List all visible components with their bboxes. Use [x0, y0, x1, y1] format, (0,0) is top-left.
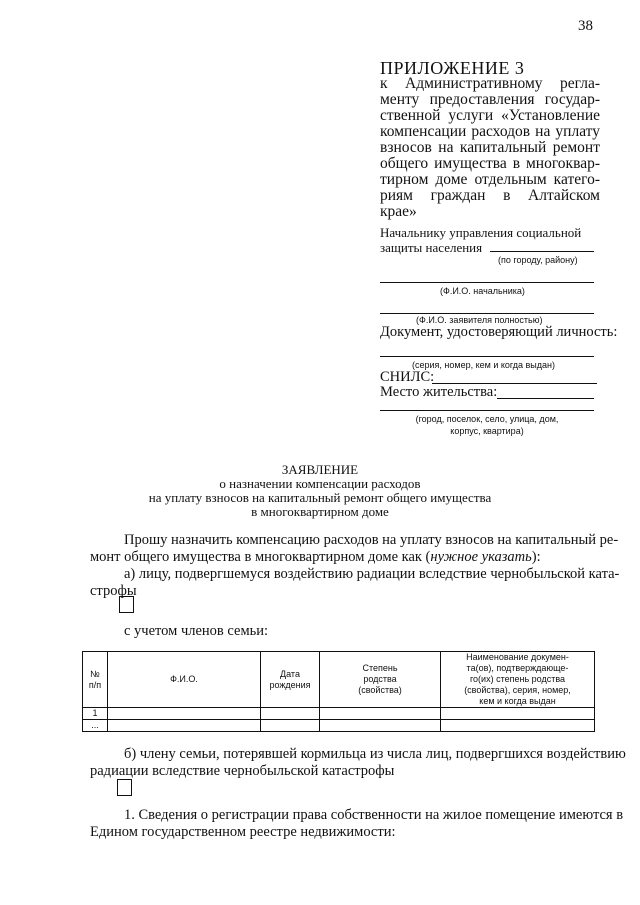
- residence-hint2: корпус, квартира): [450, 426, 524, 436]
- statement-sub2: на уплату взносов на капитальный ремонт общего имущества: [148, 490, 492, 505]
- applicant-hint: (Ф.И.О. заявителя полностью): [416, 315, 543, 325]
- request-hint-italic: нужное указать: [430, 549, 532, 565]
- appendix-line: менту предоставления государ-: [380, 91, 600, 108]
- appendix-line: крае»: [380, 203, 417, 220]
- family-label: с учетом членов семьи:: [124, 623, 269, 639]
- request-line2: [90, 548, 541, 566]
- table-cell[interactable]: [261, 708, 320, 720]
- id-doc-input-line[interactable]: [380, 356, 594, 357]
- page-number: 38: [578, 18, 593, 34]
- city-input-line[interactable]: [490, 251, 594, 252]
- id-doc-label: Документ, удостоверяющий личность:: [380, 324, 618, 340]
- appendix-line: взносов на капитальный ремонт: [380, 139, 600, 156]
- option-b-line2: радиации вследствие чернобыльской катастрофы: [90, 763, 395, 779]
- residence-hint1: (город, поселок, село, улица, дом,: [415, 414, 559, 424]
- table-row: [83, 708, 595, 720]
- option-b-checkbox[interactable]: [117, 779, 132, 796]
- statement-sub3: в многоквартирном доме: [251, 504, 389, 519]
- residence-input-line2[interactable]: [380, 410, 594, 411]
- family-members-table: [82, 651, 595, 732]
- city-hint: (по городу, району): [498, 255, 578, 265]
- option-b-line1: б) члену семьи, потерявшей кормильца из числа лиц, подвергшихся воздействию: [124, 746, 626, 762]
- col-fio-header: Ф.И.О.: [108, 652, 261, 708]
- appendix-line: риям граждан в Алтайском: [380, 187, 600, 204]
- table-cell[interactable]: [441, 708, 595, 720]
- to-line1: Начальнику управления социальной: [380, 225, 582, 240]
- request-line2-end: ):: [531, 549, 541, 565]
- table-cell-num: 1: [83, 708, 108, 720]
- request-line2-start: монт общего имущества в многоквартирном доме как (: [90, 549, 431, 565]
- head-name-input-line[interactable]: [380, 282, 594, 283]
- table-cell[interactable]: [320, 708, 441, 720]
- option-a-checkbox[interactable]: [119, 596, 134, 613]
- point1-line2: Едином государственном реестре недвижимости:: [90, 824, 396, 840]
- table-cell[interactable]: [441, 720, 595, 732]
- appendix-title: ПРИЛОЖЕНИЕ 3: [380, 58, 525, 78]
- col-relation-header: Степень родства (свойства): [320, 652, 441, 708]
- point1-line1: 1. Сведения о регистрации права собственности на жилое помещение имеются в: [124, 807, 624, 823]
- table-cell[interactable]: [108, 708, 261, 720]
- option-a-line2: строфы: [90, 583, 137, 599]
- residence-label: Место жительства:: [380, 384, 498, 400]
- option-a-line1: а) лицу, подвергшемуся воздействию радиации вследствие чернобыльской ката-: [124, 566, 620, 582]
- appendix-line: ственной услуги «Установление: [380, 107, 600, 124]
- table-cell[interactable]: [108, 720, 261, 732]
- col-docs-header: Наименование докумен- та(ов), подтверждающе- го(их) степень родства (свойства), серия, номер, кем и когда выдан: [441, 652, 595, 708]
- table-cell-num: ...: [83, 720, 108, 732]
- applicant-name-input-line[interactable]: [380, 313, 594, 314]
- statement-title: ЗАЯВЛЕНИЕ: [281, 462, 359, 477]
- head-name-hint: (Ф.И.О. начальника): [440, 286, 525, 296]
- appendix-line: тирном доме отдельным катего-: [380, 171, 600, 188]
- id-doc-hint: (серия, номер, кем и когда выдан): [412, 360, 555, 370]
- appendix-line: к Административному регла-: [380, 75, 600, 92]
- appendix-line: компенсации расходов на уплату: [380, 123, 600, 140]
- col-birth-header: Дата рождения: [261, 652, 320, 708]
- to-line2: защиты населения: [380, 240, 483, 255]
- statement-sub1: о назначении компенсации расходов: [219, 476, 421, 491]
- residence-input-line[interactable]: [497, 398, 594, 399]
- col-num-header: № п/п: [83, 652, 108, 708]
- appendix-line: общего имущества в многоквар-: [380, 155, 600, 172]
- table-cell[interactable]: [320, 720, 441, 732]
- table-cell[interactable]: [261, 720, 320, 732]
- snils-label: СНИЛС:: [380, 369, 435, 385]
- appendix-text: [380, 76, 600, 220]
- table-row: [83, 720, 595, 732]
- request-line1: Прошу назначить компенсацию расходов на уплату взносов на капитальный ре-: [124, 532, 619, 548]
